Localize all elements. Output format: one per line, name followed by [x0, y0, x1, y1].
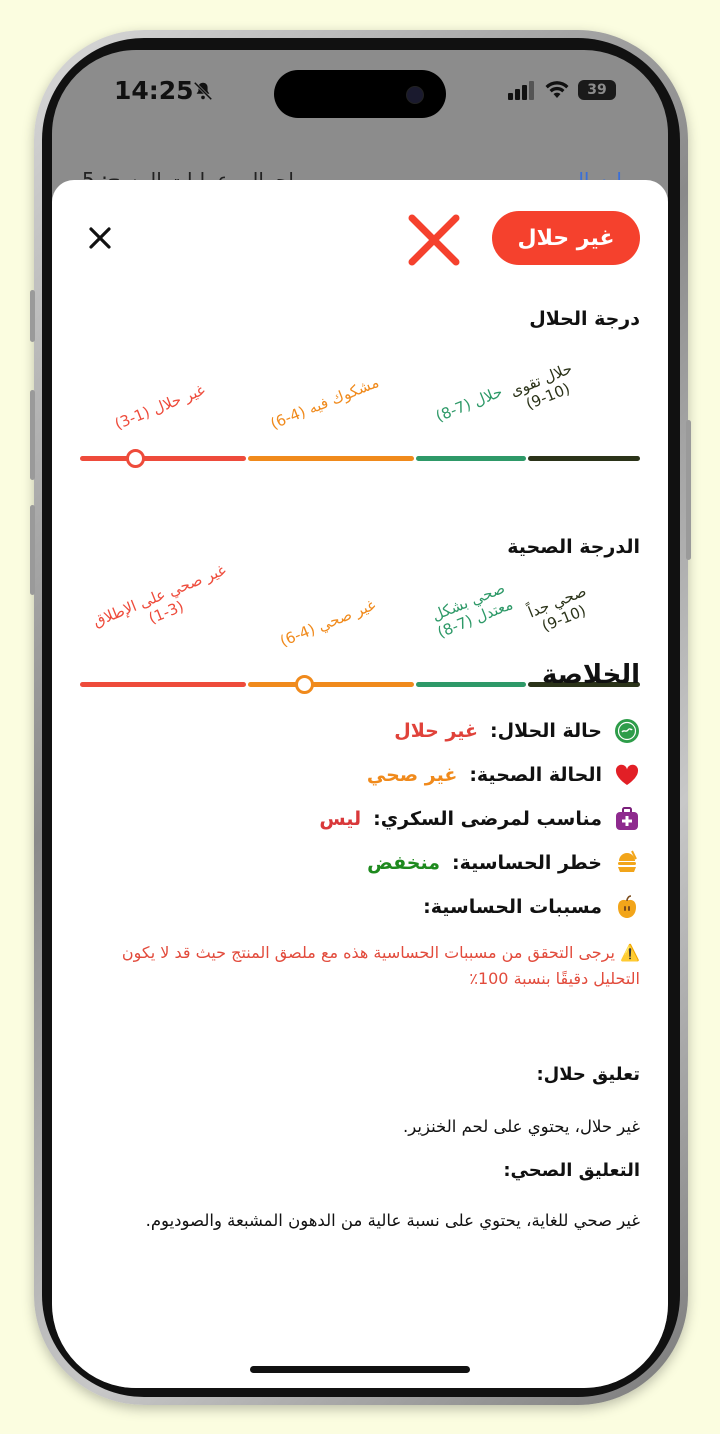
diabetes-label: مناسب لمرضى السكري:: [373, 808, 602, 830]
allergy-risk-label: خطر الحساسية:: [451, 852, 602, 874]
cellular-signal-icon: [508, 80, 536, 100]
health-label-4-6: غير صحي (4-6): [277, 595, 379, 651]
wifi-icon: [544, 80, 570, 100]
halal-segment-4-6: [248, 456, 414, 461]
health-label-1-3: غير صحي على الإطلاق (1-3): [90, 560, 229, 631]
warning-icon: ⚠️: [620, 943, 640, 962]
health-scale-title: الدرجة الصحية: [507, 536, 640, 558]
halal-comment-title: تعليق حلال:: [536, 1064, 640, 1085]
result-sheet: [52, 180, 668, 1388]
halal-label-1-3: غير حلال (1-3): [112, 380, 208, 434]
health-segment-1-3: [80, 682, 246, 687]
health-label-7-8: صحي بشكل معتدل (7-8): [429, 578, 516, 642]
halal-segment-1-3: [80, 456, 246, 461]
allergy-risk-value: منخفض: [367, 852, 440, 874]
volume-up-button: [30, 390, 35, 480]
warning-text: يرجى التحقق من مسببات الحساسية هذه مع ملصق المنتج حيث قد لا يكون التحليل دقيقًا بنسبة 100٪: [121, 943, 640, 988]
halal-segment-9-10: [528, 456, 640, 461]
volume-down-button: [30, 505, 35, 595]
halal-marker: [126, 449, 145, 468]
summary-title: الخلاصة: [541, 660, 640, 690]
summary-row-allergens: [411, 892, 640, 922]
summary-row-diabetes: [319, 804, 640, 834]
battery-indicator: 39: [578, 80, 616, 100]
diabetes-value: ليس: [319, 808, 362, 830]
health-comment-title: التعليق الصحي:: [503, 1160, 640, 1181]
health-label-9-10: صحي جداً (9-10): [525, 581, 589, 636]
halal-scale-title: درجة الحلال: [529, 308, 640, 330]
apple-icon: [614, 894, 640, 920]
summary-row-halal: [394, 716, 640, 746]
halal-label-9-10: حلال تقوى (9-10): [507, 359, 575, 414]
status-time: 14:25: [114, 76, 194, 105]
medical-kit-icon: [614, 806, 640, 832]
halal-segment-7-8: [416, 456, 526, 461]
health-status-value: غير صحي: [366, 764, 458, 786]
halal-label-4-6: مشكوك فيه (4-6): [267, 373, 382, 433]
silent-switch: [30, 290, 35, 342]
halal-label-7-8: حلال (7-8): [433, 382, 505, 426]
health-segment-4-6: [248, 682, 414, 687]
halal-badge-icon: [614, 718, 640, 744]
home-indicator[interactable]: [250, 1366, 470, 1373]
halal-status-label: حالة الحلال:: [490, 720, 602, 742]
power-button: [686, 420, 691, 560]
heart-icon: [614, 762, 640, 788]
not-halal-cross-icon: [406, 212, 462, 268]
health-status-label: الحالة الصحية:: [469, 764, 602, 786]
close-icon[interactable]: [86, 224, 114, 252]
bell-muted-icon: [192, 80, 214, 102]
health-segment-7-8: [416, 682, 526, 687]
verdict-pill: غير حلال: [492, 211, 640, 265]
allergen-warning: [80, 940, 640, 992]
halal-comment-text: غير حلال، يحتوي على لحم الخنزير.: [403, 1117, 640, 1136]
health-marker: [295, 675, 314, 694]
halal-status-value: غير حلال: [394, 720, 479, 742]
food-icon: [614, 850, 640, 876]
allergens-label: مسببات الحساسية:: [423, 896, 602, 918]
health-comment-text: غير صحي للغاية، يحتوي على نسبة عالية من الدهون المشبعة والصوديوم.: [145, 1211, 640, 1230]
summary-row-health: [367, 760, 640, 790]
summary-row-allergy-risk: [367, 848, 640, 878]
screen: [52, 50, 668, 1388]
dynamic-island: [274, 70, 446, 118]
